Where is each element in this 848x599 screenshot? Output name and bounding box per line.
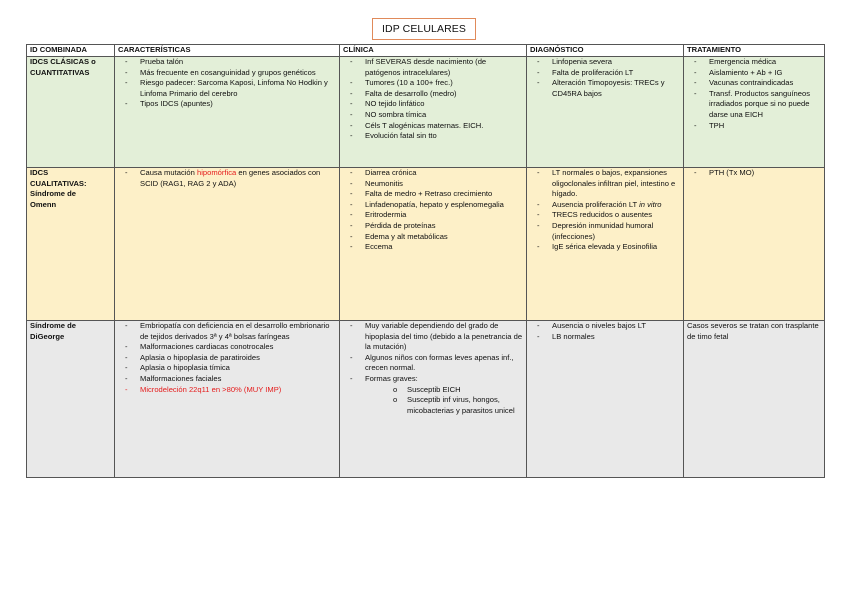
list-item: - TRECS reducidos o ausentes — [530, 210, 680, 221]
list-item: - Malformaciones cardiacas conotrocales — [118, 342, 336, 353]
list-item: - Eritrodermia — [343, 210, 523, 221]
list-item: - Depresión inmunidad humoral (infecciones) — [530, 221, 680, 242]
list-item: - Aplasia o hipoplasia tímica — [118, 363, 336, 374]
row-name-line: Omenn — [30, 199, 57, 209]
list-item: - Vacunas contraindicadas — [687, 78, 821, 89]
caracteristicas-cell — [115, 57, 340, 168]
list-item: - Embriopatía con deficiencia en el desarrollo embrionario de tejidos derivados 3ª y 4ª bolsas faríngeas — [118, 321, 336, 342]
list-item: - Neumonitis — [343, 179, 523, 190]
formas-graves-list — [365, 385, 523, 417]
clinica-cell — [340, 321, 527, 478]
list-item: - Aislamiento + Ab + IG — [687, 68, 821, 79]
list-item: - Linfadenopatía, hepato y esplenomegalia — [343, 200, 523, 211]
document-title: IDP CELULARES — [372, 18, 476, 40]
header-tratamiento: TRATAMIENTO — [684, 45, 825, 57]
row-name: Síndrome de DiGeorge — [27, 321, 115, 478]
list-item: - LT normales o bajos, expansiones oligoclonales infiltran piel, intestino e hígado. — [530, 168, 680, 200]
list-item: - Malformaciones faciales — [118, 374, 336, 385]
list-item: - Prueba talón — [118, 57, 336, 68]
caracteristicas-list — [118, 321, 336, 395]
list-item: - Falta de desarrollo (medro) — [343, 89, 523, 100]
tratamiento-cell — [684, 168, 825, 321]
list-item: - Transf. Productos sanguíneos irradiados porque si no puede darse una EICH — [687, 89, 821, 121]
clinica-cell — [340, 57, 527, 168]
list-item: - Edema y alt metabólicas — [343, 232, 523, 243]
list-item: - NO sombra tímica — [343, 110, 523, 121]
list-item: - Muy variable dependiendo del grado de hipoplasia del timo (debido a la penetrancia de la mutación) — [343, 321, 523, 353]
list-item: - TPH — [687, 121, 821, 132]
header-caracteristicas: CARACTERÍSTICAS — [115, 45, 340, 57]
list-item: - Eccema — [343, 242, 523, 253]
header-row — [27, 45, 825, 57]
proliferation-text: Ausencia proliferación LT — [552, 199, 637, 209]
list-item: - Inf SEVERAS desde nacimiento (de patógenos intracelulares) — [343, 57, 523, 78]
caracteristicas-list — [118, 57, 336, 110]
row-name — [27, 168, 115, 321]
diagnostico-cell — [527, 57, 684, 168]
list-item: - IgE sérica elevada y Eosinofilia — [530, 242, 680, 253]
clinica-cell — [340, 168, 527, 321]
row-name-line: Síndrome de — [30, 189, 76, 199]
list-item: - Evolución fatal sin tto — [343, 131, 523, 142]
clinica-list — [343, 57, 523, 142]
mutation-highlight: hipomórfica — [196, 168, 237, 177]
list-item: - Aplasia o hipoplasia de paratiroides — [118, 353, 336, 364]
list-item: - Más frecuente en cosanguinidad y grupos genéticos — [118, 68, 336, 79]
list-item: o Susceptib inf virus, hongos, micobacterias y parasitos unicel — [393, 395, 523, 416]
header-diagnostico: DIAGNÓSTICO — [527, 45, 684, 57]
list-item: - Emergencia médica — [687, 57, 821, 68]
row-name: IDCS CLÁSICAS o CUANTITATIVAS — [27, 57, 115, 168]
idp-table — [26, 44, 825, 478]
diagnostico-cell — [527, 321, 684, 478]
diagnostico-cell — [527, 168, 684, 321]
list-item: - Tumores (10 a 100+ frec.) — [343, 78, 523, 89]
list-item: - Linfopenia severa — [530, 57, 680, 68]
list-item: - NO tejido linfático — [343, 99, 523, 110]
formas-graves-label: Formas graves: — [365, 373, 418, 383]
list-item: - Pérdida de proteínas — [343, 221, 523, 232]
list-item: - Tipos IDCS (apuntes) — [118, 99, 336, 110]
row-name-line: IDCS — [30, 168, 49, 177]
list-item: - Microdeleción 22q11 en >80% (MUY IMP) — [118, 385, 336, 396]
mutation-post: en genes asociados con SCID (RAG1, RAG 2 y ADA) — [140, 168, 321, 188]
list-item: - PTH (Tx MO) — [687, 168, 821, 179]
list-item: - Diarrea crónica — [343, 168, 523, 179]
tratamiento-cell — [684, 57, 825, 168]
diagnostico-list — [530, 168, 680, 253]
tratamiento-text: Casos severos se tratan con trasplante de timo fetal — [687, 321, 819, 341]
table-row — [27, 57, 825, 168]
list-item — [118, 168, 336, 189]
tratamiento-list — [687, 57, 821, 131]
row-name-line: CUALITATIVAS: — [30, 178, 87, 188]
caracteristicas-cell — [115, 168, 340, 321]
list-item: - Alteración Timopoyesis: TRECs y CD45RA bajos — [530, 78, 680, 99]
mutation-pre: Causa mutación — [140, 168, 197, 177]
diagnostico-list — [530, 57, 680, 99]
header-id-combinada: ID COMBINADA — [27, 45, 115, 57]
list-item: - Céls T alogénicas maternas. EICH. — [343, 121, 523, 132]
tratamiento-list — [687, 168, 821, 179]
clinica-list — [343, 321, 523, 416]
caracteristicas-list — [118, 168, 336, 189]
list-item — [530, 200, 680, 211]
clinica-list — [343, 168, 523, 253]
table-row — [27, 168, 825, 321]
list-item: - LB normales — [530, 332, 680, 343]
tratamiento-cell — [684, 321, 825, 478]
list-item: - Falta de medro + Retraso crecimiento — [343, 189, 523, 200]
diagnostico-list — [530, 321, 680, 342]
in-vitro-text: in vitro — [639, 199, 662, 209]
list-item: o Susceptib EICH — [393, 385, 523, 396]
list-item: - Riesgo padecer: Sarcoma Kaposi, Linfoma No Hodkin y Linfoma Primario del cerebro — [118, 78, 336, 99]
caracteristicas-cell — [115, 321, 340, 478]
header-clinica: CLÍNICA — [340, 45, 527, 57]
list-item: - Ausencia o niveles bajos LT — [530, 321, 680, 332]
table-row — [27, 321, 825, 478]
list-item: - Falta de proliferación LT — [530, 68, 680, 79]
title-wrapper — [0, 18, 848, 40]
list-item — [343, 374, 523, 416]
list-item: - Algunos niños con formas leves apenas inf., crecen normal. — [343, 353, 523, 374]
